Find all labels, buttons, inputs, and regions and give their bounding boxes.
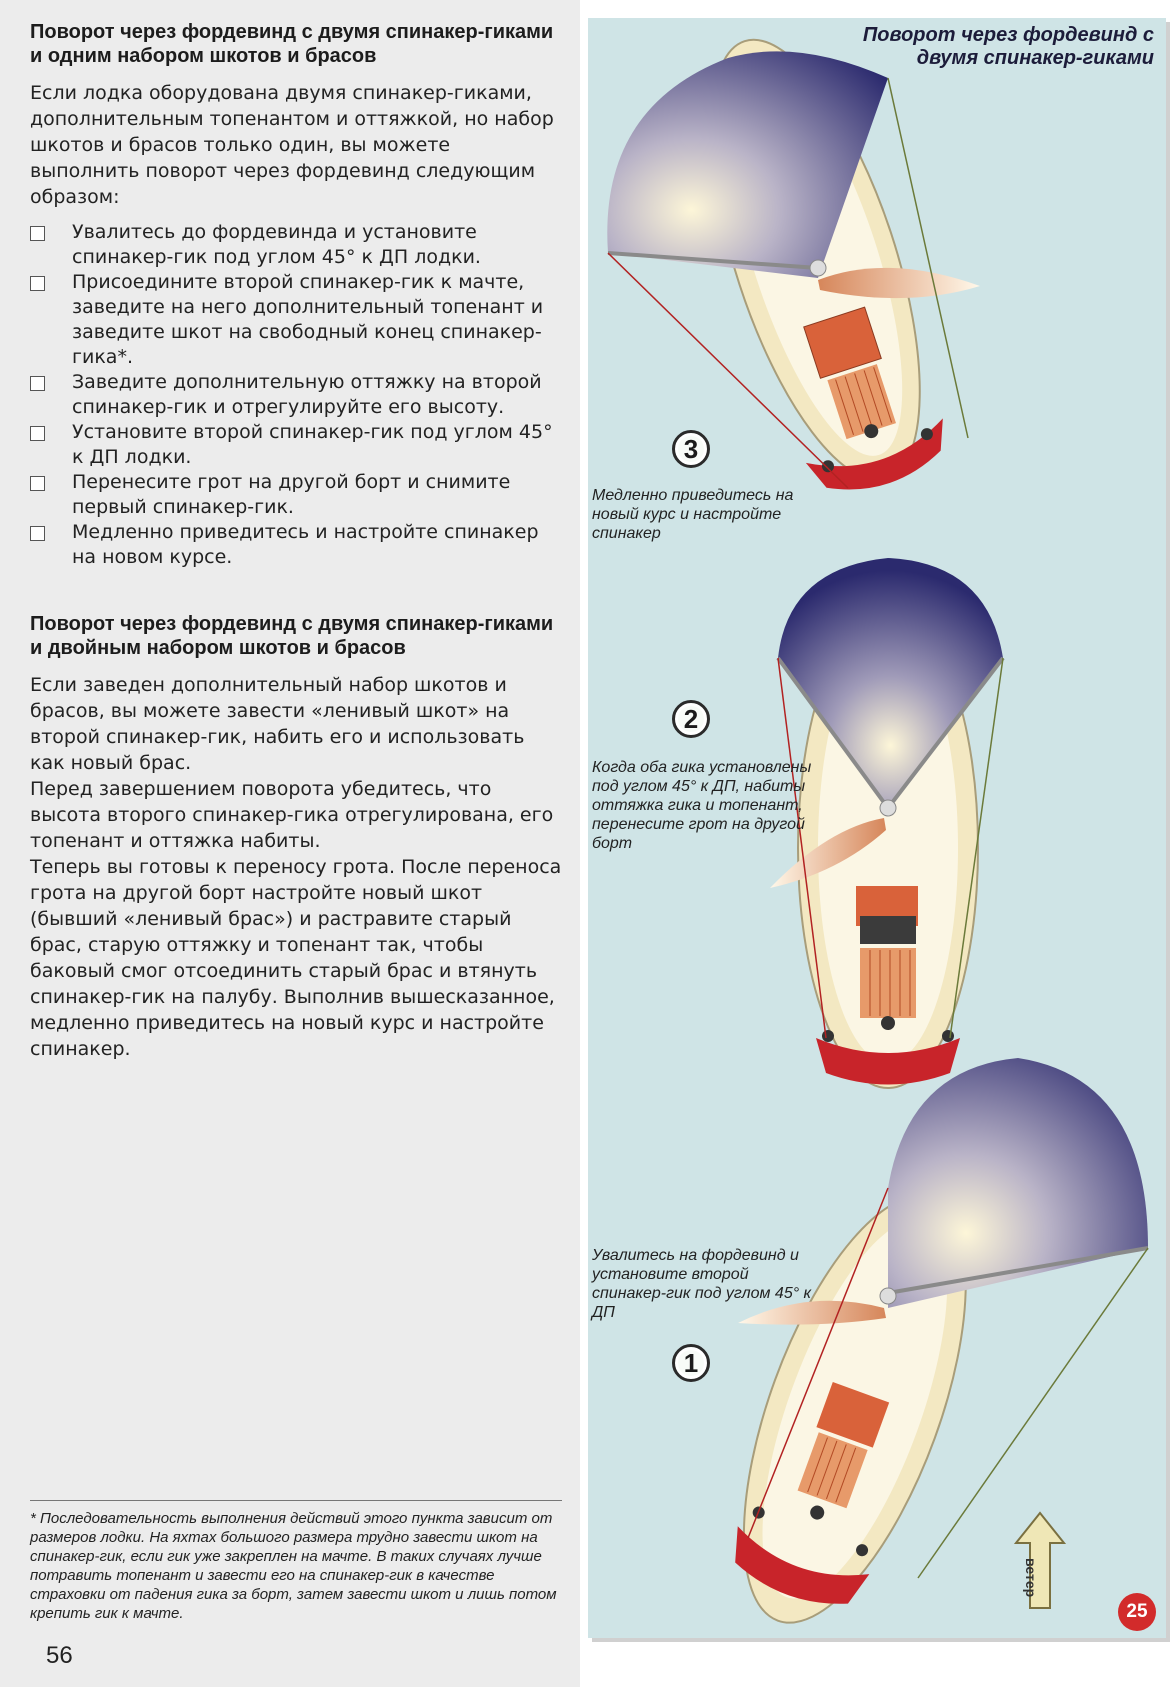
checklist-text: Установите второй спинакер-гик под углом 45° к ДП лодки. bbox=[72, 421, 553, 468]
section-2-paragraph: Если заведен дополнительный набор шкотов и брасов, вы можете завести «ленивый шкот» на второй спинакер-гик, набить его и использовать как новый брас. bbox=[30, 674, 525, 774]
checkbox-icon bbox=[30, 276, 45, 291]
checklist-text: Заведите дополнительную оттяжку на второй спинакер-гик и отрегулируйте его высоту. bbox=[72, 371, 542, 418]
checkbox-icon bbox=[30, 226, 45, 241]
checklist-item bbox=[30, 520, 565, 570]
checkbox-icon bbox=[30, 526, 45, 541]
section-2-paragraph: Перед завершением поворота убедитесь, что высота второго спинакер-гика отрегулирована, его топенант и оттяжка набиты. bbox=[30, 778, 554, 852]
section-1-intro: Если лодка оборудована двумя спинакер-гиками, дополнительным топенантом и оттяжкой, но набор шкотов и брасов только один, вы можете выполнить поворот через фордевинд следующим образом: bbox=[30, 82, 554, 208]
step-caption-3: Медленно приведитесь на новый курс и настройте спинакер bbox=[592, 487, 794, 542]
checklist-item bbox=[30, 420, 565, 470]
section-2-paragraph: Теперь вы готовы к переносу грота. После переноса грота на другой борт настройте новый шкот (бывший «ленивый брас») и растравите старый брас, старую оттяжку и топенант так, чтобы баковый смог отсоединить старый брас и втянуть спинакер-гик на палубу. Выполнив вышесказанное, медленно приведитесь на новый курс и настройте спинакер. bbox=[30, 856, 562, 1060]
checkbox-icon bbox=[30, 376, 45, 391]
checkbox-icon bbox=[30, 476, 45, 491]
step-caption-1: Увалитесь на фордевинд и установите второй спинакер-гик под углом 45° к ДП bbox=[592, 1247, 812, 1321]
checklist-text: Медленно приведитесь и настройте спинакер на новом курсе. bbox=[72, 521, 539, 568]
step-number-3: 3 bbox=[672, 430, 710, 468]
checklist-item bbox=[30, 220, 565, 270]
checklist-text: Перенесите грот на другой борт и снимите первый спинакер-гик. bbox=[72, 471, 511, 518]
diagram-panel bbox=[588, 18, 1166, 1638]
section-1-title: Поворот через фордевинд с двумя спинакер-гиками и одним набором шкотов и брасов bbox=[30, 21, 554, 67]
checklist-item bbox=[30, 370, 565, 420]
checklist-item bbox=[30, 470, 565, 520]
text-area bbox=[30, 20, 565, 1062]
checklist-text: Присоедините второй спинакер-гик к мачте, заведите на него дополнительный топенант и заведите шкот на свободный конец спинакер-гика*. bbox=[72, 271, 544, 368]
step-number-2: 2 bbox=[672, 700, 710, 738]
diagram-title: Поворот через фордевинд с двумя спинакер-гиками bbox=[862, 24, 1154, 69]
checkbox-icon bbox=[30, 426, 45, 441]
step-number-1: 1 bbox=[672, 1344, 710, 1382]
page-badge: 25 bbox=[1118, 1593, 1156, 1631]
text-column bbox=[0, 0, 580, 1687]
footnote: * Последовательность выполнения действий этого пункта зависит от размеров лодки. На яхтах большого размера трудно завести шкот на спинакер-гик, если гик уже закреплен на мачте. В таких случаях лучше потравить топенант и завести его на спинакер-гик в качестве страховки от падения гика за борт, затем завести шкот и лишь потом крепить гик к мачте. bbox=[30, 1500, 562, 1623]
wind-label: ветер bbox=[1023, 1558, 1039, 1598]
page-number: 56 bbox=[46, 1642, 73, 1669]
step-caption-2: Когда оба гика установлены под углом 45° к ДП, набиты оттяжка гика и топенант, перенесите грот на другой борт bbox=[592, 759, 812, 852]
checklist-text: Увалитесь до фордевинда и установите спинакер-гик под углом 45° к ДП лодки. bbox=[72, 221, 481, 268]
step-checklist bbox=[30, 220, 565, 570]
checklist-item bbox=[30, 270, 565, 370]
section-2-title: Поворот через фордевинд с двумя спинакер-гиками и двойным набором шкотов и брасов bbox=[30, 613, 554, 659]
